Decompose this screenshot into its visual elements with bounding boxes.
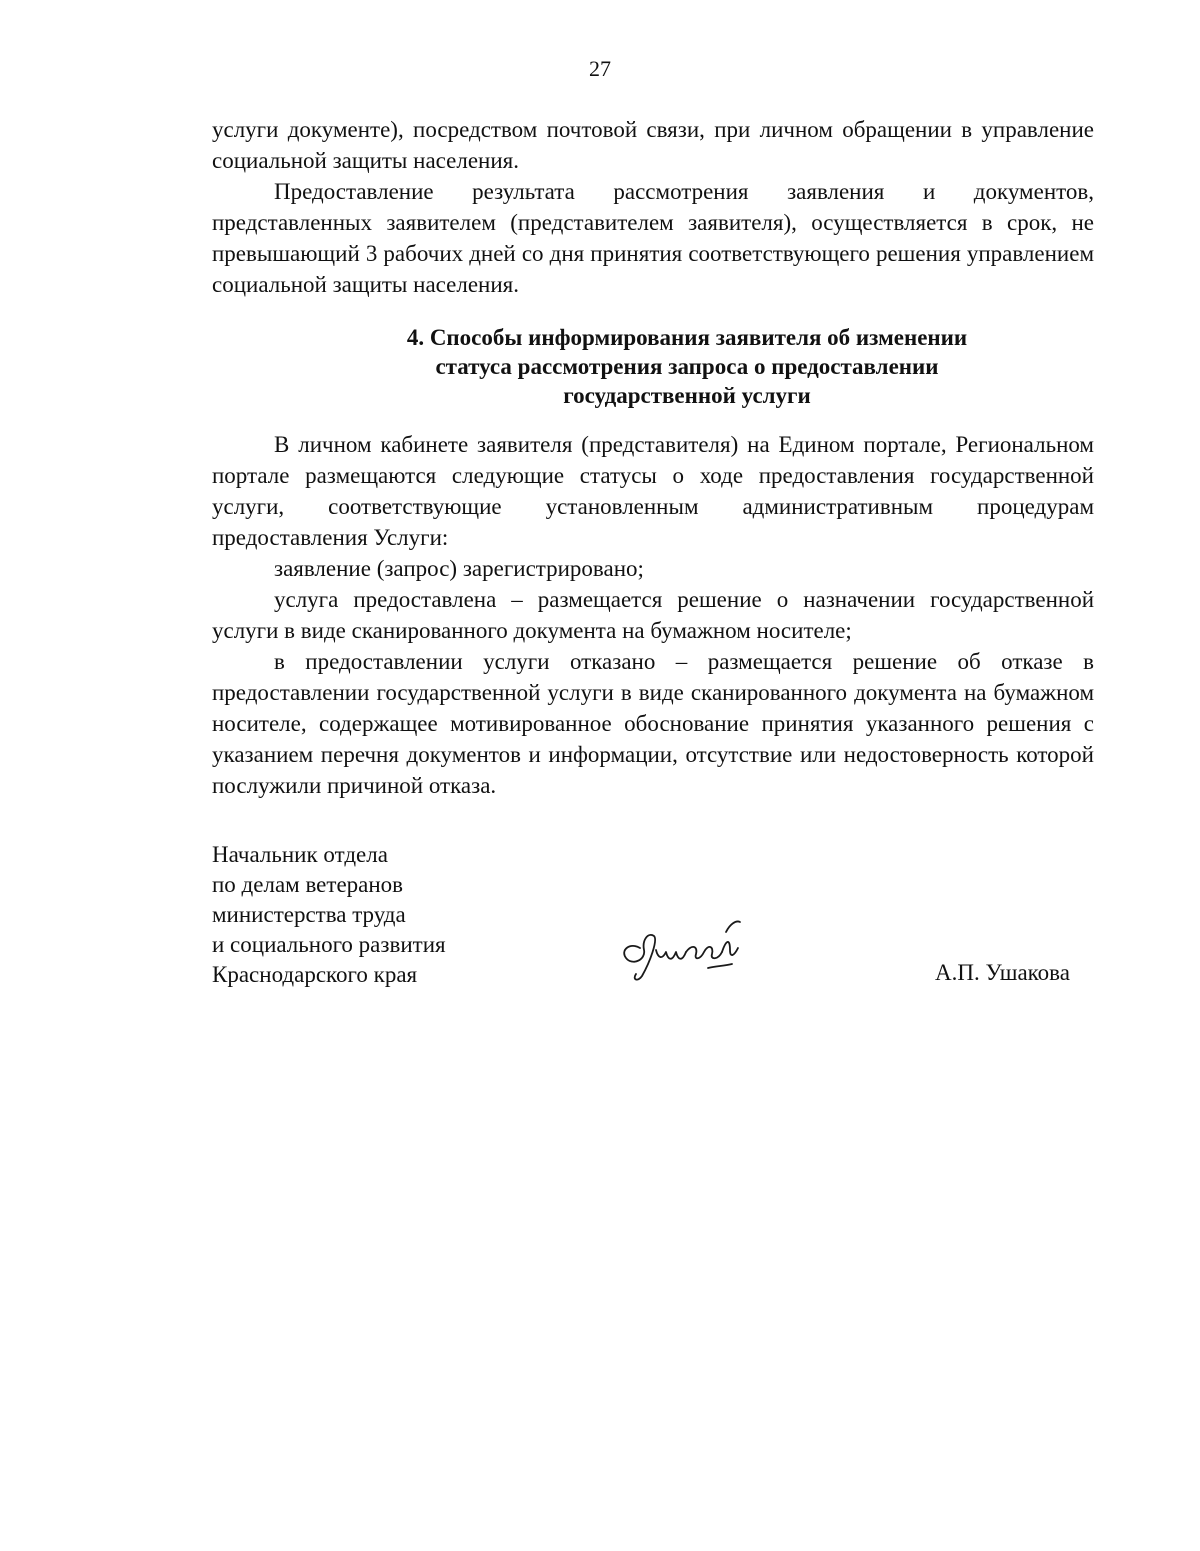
paragraph-result-deadline: Предоставление результата рассмотрения заявления и документов, представленных заявителем (представителем заявителя), осуществляется в срок, не превышающий 3 рабочих дней со дня принятия соответствующего решения управлением социальной защиты населения. <box>212 179 1094 297</box>
position-line-2: по делам ветеранов <box>212 872 404 897</box>
heading-line-3: государственной услуги <box>563 383 811 408</box>
paragraph-statuses-intro: В личном кабинете заявителя (представителя) на Едином портале, Региональном портале размещаются следующие статусы о ходе предоставления государственной услуги, соответствующие установленным административным процедурам предоставления Услуги: <box>212 432 1094 550</box>
position-line-5: Краснодарского края <box>212 962 418 987</box>
handwritten-signature <box>612 910 762 990</box>
heading-line-2: статуса рассмотрения запроса о предоставлении <box>435 354 939 379</box>
status-provided: услуга предоставлена – размещается решение о назначении государственной услуги в виде сканированного документа на бумажном носителе; <box>212 587 1094 643</box>
status-refused: в предоставлении услуги отказано – размещается решение об отказе в предоставлении государственной услуги в виде сканированного документа на бумажном носителе, содержащее мотивированное обоснование принятия указанного решения с указанием перечня документов и информации, отсутствие или недостоверность которой послужили причиной отказа. <box>212 649 1094 798</box>
status-registered: заявление (запрос) зарегистрировано; <box>274 556 644 581</box>
signatory-name: А.П. Ушакова <box>935 960 1070 985</box>
heading-line-1: 4. Способы информирования заявителя об изменении <box>406 325 968 350</box>
position-line-4: и социального развития <box>212 932 446 957</box>
paragraph-delivery-method: услуги документе), посредством почтовой связи, при личном обращении в управление социальной защиты населения. <box>212 117 1094 173</box>
intro-text-block <box>212 114 1094 300</box>
section-4-body <box>212 429 1094 801</box>
signatory-position <box>212 840 446 990</box>
position-line-1: Начальник отдела <box>212 842 388 867</box>
section-4-heading <box>212 323 1162 410</box>
page-number: 27 <box>589 56 611 81</box>
position-line-3: министерства труда <box>212 902 406 927</box>
